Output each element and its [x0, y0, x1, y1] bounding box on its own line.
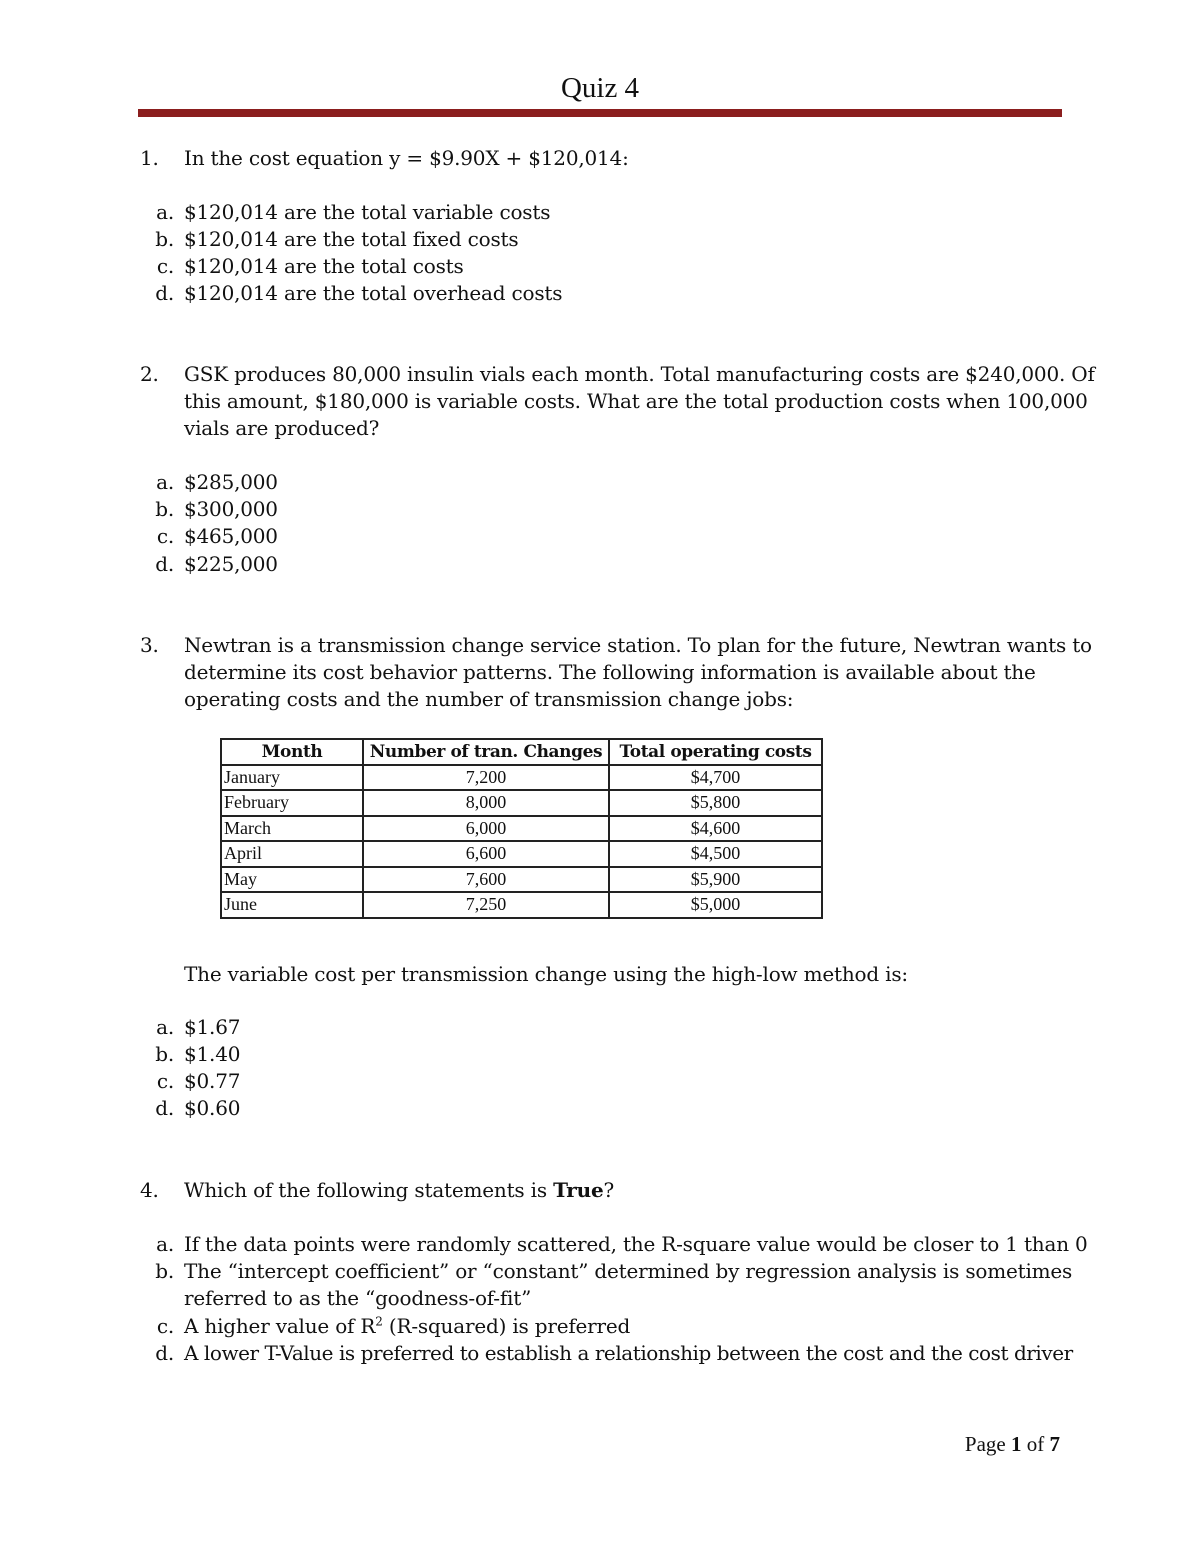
- cost-data-table: [220, 738, 823, 919]
- question-text: determine its cost behavior patterns. The following information is available about the: [184, 660, 1036, 684]
- option-text: A lower T-Value is preferred to establish a relationship between the cost and the cost driver: [184, 1341, 1073, 1365]
- option-letter: a.: [156, 1232, 174, 1256]
- table-cell: 8,000: [363, 790, 609, 816]
- table-cell: 7,250: [363, 892, 609, 918]
- table-cell: January: [221, 765, 363, 791]
- table-cell: June: [221, 892, 363, 918]
- table-cell: $4,700: [609, 765, 822, 791]
- option-text: [184, 1313, 630, 1340]
- table-cell: 6,000: [363, 816, 609, 842]
- total-pages: 7: [1049, 1432, 1060, 1456]
- title-rule: [138, 109, 1062, 117]
- question-number: 4.: [140, 1178, 159, 1202]
- option-text: $0.60: [184, 1096, 241, 1120]
- question-number: 2.: [140, 362, 159, 386]
- question-text: GSK produces 80,000 insulin vials each month. Total manufacturing costs are $240,000. Of: [184, 362, 1095, 386]
- option-letter: b.: [155, 497, 174, 521]
- option-letter: c.: [156, 1069, 174, 1093]
- option-letter: b.: [155, 227, 174, 251]
- table-cell: $5,900: [609, 867, 822, 893]
- question-text: vials are produced?: [184, 416, 380, 440]
- prompt-bold: True: [553, 1178, 604, 1202]
- column-header: Number of tran. Changes: [363, 739, 609, 765]
- table-row: [221, 867, 822, 893]
- option-letter: c.: [156, 1314, 174, 1338]
- table-row: [221, 892, 822, 918]
- question-followup: The variable cost per transmission change using the high-low method is:: [184, 962, 908, 986]
- column-header: Month: [221, 739, 363, 765]
- table-cell: 6,600: [363, 841, 609, 867]
- table-cell: March: [221, 816, 363, 842]
- option-letter: d.: [155, 281, 174, 305]
- option-letter: c.: [156, 524, 174, 548]
- question-text: operating costs and the number of transmission change jobs:: [184, 687, 794, 711]
- option-letter: a.: [156, 470, 174, 494]
- option-text: $1.40: [184, 1042, 241, 1066]
- option-text-after: (R-squared) is preferred: [382, 1314, 631, 1338]
- table-cell: 7,600: [363, 867, 609, 893]
- current-page: 1: [1011, 1432, 1022, 1456]
- page-title: Quiz 4: [560, 72, 640, 104]
- question-text: this amount, $180,000 is variable costs. What are the total production costs when 100,000: [184, 389, 1088, 413]
- table-cell: May: [221, 867, 363, 893]
- option-text: The “intercept coefficient” or “constant” determined by regression analysis is sometimes: [184, 1259, 1073, 1283]
- option-text: $465,000: [184, 524, 278, 548]
- option-text: $120,014 are the total costs: [184, 254, 464, 278]
- footer-prefix: Page: [964, 1432, 1011, 1456]
- option-letter: d.: [155, 1341, 174, 1365]
- option-letter: c.: [156, 254, 174, 278]
- option-text: $300,000: [184, 497, 278, 521]
- table-row: [221, 765, 822, 791]
- table-row: [221, 790, 822, 816]
- question-text: [184, 1177, 614, 1204]
- option-letter: a.: [156, 1015, 174, 1039]
- table-row: [221, 841, 822, 867]
- table-cell: $5,800: [609, 790, 822, 816]
- option-text: $120,014 are the total overhead costs: [184, 281, 563, 305]
- table-header-row: [221, 739, 822, 765]
- option-letter: a.: [156, 200, 174, 224]
- question-text: In the cost equation y = $9.90X + $120,014:: [184, 146, 629, 170]
- option-text: $120,014 are the total fixed costs: [184, 227, 519, 251]
- table-cell: February: [221, 790, 363, 816]
- prompt-after: ?: [603, 1178, 615, 1202]
- footer-middle: of: [1021, 1432, 1050, 1456]
- column-header: Total operating costs: [609, 739, 822, 765]
- table-row: [221, 816, 822, 842]
- table-cell: $4,600: [609, 816, 822, 842]
- question-text: Newtran is a transmission change service station. To plan for the future, Newtran wants to: [184, 633, 1092, 657]
- page-footer: [965, 1432, 1060, 1457]
- option-text: $285,000: [184, 470, 278, 494]
- option-text: $225,000: [184, 552, 278, 576]
- option-letter: b.: [155, 1259, 174, 1283]
- prompt-before: Which of the following statements is: [184, 1178, 554, 1202]
- option-text-before: A higher value of R: [184, 1314, 376, 1338]
- question-number: 1.: [140, 146, 159, 170]
- option-text: $0.77: [184, 1069, 241, 1093]
- option-text: If the data points were randomly scattered, the R-square value would be closer to 1 than 0: [184, 1232, 1088, 1256]
- option-text: $1.67: [184, 1015, 241, 1039]
- option-letter: d.: [155, 1096, 174, 1120]
- table-cell: 7,200: [363, 765, 609, 791]
- table-cell: April: [221, 841, 363, 867]
- option-letter: d.: [155, 552, 174, 576]
- table-cell: $4,500: [609, 841, 822, 867]
- question-number: 3.: [140, 633, 159, 657]
- option-letter: b.: [155, 1042, 174, 1066]
- option-text: $120,014 are the total variable costs: [184, 200, 551, 224]
- option-text-continued: referred to as the “goodness-of-fit”: [184, 1286, 532, 1310]
- table-cell: $5,000: [609, 892, 822, 918]
- superscript: 2: [375, 1314, 383, 1329]
